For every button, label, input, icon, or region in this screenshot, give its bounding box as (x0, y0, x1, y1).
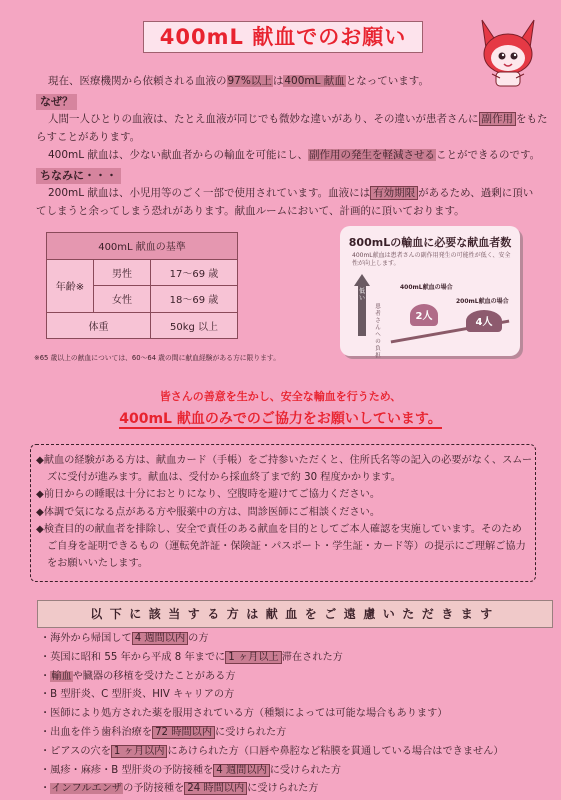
arrow-up-icon (354, 274, 370, 286)
list-item: ・インフルエンザの予防接種を 24 時間以内 に受けられた方 (40, 783, 319, 795)
list-item: ・出血を伴う歯科治療を 72 時間以内 に受けられた方 (40, 726, 287, 738)
notice-item-cont: ズに受付が進みます。献血は、受付から採血終了まで約 30 程度かかります。 (47, 472, 401, 484)
label-200ml: 200mL献血の場合 (456, 298, 509, 305)
label-400ml: 400mL献血の場合 (400, 284, 453, 291)
list-item: ・B 型肝炎、C 型肝炎、HIV キャリアの方 (40, 689, 235, 701)
infographic-title: 800mLの輸血に必要な献血者数 (348, 236, 512, 249)
notice-item: ◆体調で気になる点がある方や服薬中の方は、問診医師にご相談ください。 (36, 506, 381, 518)
highlight: 有効期限 (370, 186, 418, 200)
why-line: 400mL 献血は、少ない献血者からの輸血を可能にし、副作用の発生を軽減させることができるのです。 (48, 149, 541, 161)
table-row (47, 233, 238, 260)
criteria-header: 400mL 献血の基準 (47, 233, 238, 260)
intro-line: 現在、医療機関から依頼される血液の97%以上は400mL 献血となっています。 (48, 75, 429, 87)
deferral-list (40, 630, 540, 799)
weight-value: 50kg 以上 (151, 312, 238, 339)
burden-label: 患者さんへの負担 (375, 304, 381, 359)
page-title: 400mL 献血でのお願い (143, 21, 423, 53)
why-line: らすことがあります。 (36, 131, 141, 143)
female-range: 18～69 歳 (151, 286, 238, 313)
female-label: 女性 (94, 286, 151, 313)
highlight: 97%以上 (227, 75, 272, 87)
list-item: ・英国に昭和 55 年から平成 8 年までに 1 ヶ月以上 滞在された方 (40, 651, 343, 663)
male-label: 男性 (94, 259, 151, 286)
notice-item-cont: をお願いいたします。 (47, 558, 149, 570)
highlight: 400mL 献血 (284, 75, 345, 87)
highlight: 副作用の発生を軽減させる (308, 149, 435, 161)
btw-line: 200mL 献血は、小児用等のごく一部で使用されています。血液には 有効期限 があるため、過剰に頂い (48, 187, 534, 199)
notice-item-cont: ご自身を証明できるもの（運転免許証・保険証・パスポート・学生証・カード等）の提示にご理解ご協力 (47, 541, 526, 553)
infographic-subtitle: 400mL献血は患者さんの副作用発生の可能性が低く、安全性が向上します。 (352, 252, 511, 267)
list-item: ・海外から帰国して 4 週間以内 の方 (40, 633, 209, 644)
btw-line: てしまうと余ってしまう恐れがあります。献血ルームにおいて、計画的に頂いております。 (36, 205, 465, 217)
why-line: 人間一人ひとりの血液は、たとえ血液が同じでも微妙な違いがあり、その違いが患者さんに 副作用 をもた (48, 113, 548, 125)
notice-item: ◆検査目的の献血者を排除し、安全で責任のある献血を目的としてご本人確認を実施しています。そのため (36, 523, 522, 535)
donor-count-200ml: 4人 (466, 310, 502, 332)
table-row (47, 312, 238, 339)
table-row (47, 259, 238, 286)
weight-label: 体重 (47, 312, 151, 339)
donation-criteria-table (46, 232, 238, 339)
by-the-way-heading: ちなみに・・・ (36, 168, 121, 184)
list-item: ・輸血や臓器の移植を受けたことがある方 (40, 670, 236, 682)
intro-section (36, 72, 548, 220)
appeal-line-2: 400mL 献血のみでのご協力をお願いしています。 (119, 411, 442, 427)
donor-count-400ml: 2人 (410, 304, 438, 326)
list-item: ・医師により処方された薬を服用されている方（種類によっては可能な場合もあります） (40, 708, 448, 720)
notice-list (36, 452, 534, 572)
why-heading: なぜ？ (36, 94, 77, 110)
low-label: 低い (358, 288, 365, 302)
criteria-note: ※65 歳以上の献血については、60～64 歳の間に献血経験がある方に限ります。 (34, 354, 280, 362)
notice-item: ◆前日からの睡眠は十分におとりになり、空腹時を避けてご協力ください。 (36, 489, 381, 501)
list-item: ・風疹・麻疹・B 型肝炎の予防接種を 4 週間以内 に受けられた方 (40, 764, 342, 776)
male-range: 17～69 歳 (151, 259, 238, 286)
deferral-heading: 以下に該当する方は献血をご遠慮いただきます (37, 600, 553, 628)
list-item: ・ピアスの穴を 1 ヶ月以内 にあけられた方（口唇や鼻腔など粘膜を貫通している場合はできません） (40, 745, 504, 757)
donor-count-infographic (340, 226, 520, 359)
highlight: 副作用 (479, 112, 517, 126)
notice-item: ◆献血の経験がある方は、献血カード（手帳）をご持参いただくと、住所氏名等の記入の必要がなく、スムー (36, 455, 533, 466)
appeal-line-1: 皆さんの善意を生かし、安全な輸血を行うため、 (159, 390, 402, 403)
age-label: 年齢※ (47, 259, 94, 312)
